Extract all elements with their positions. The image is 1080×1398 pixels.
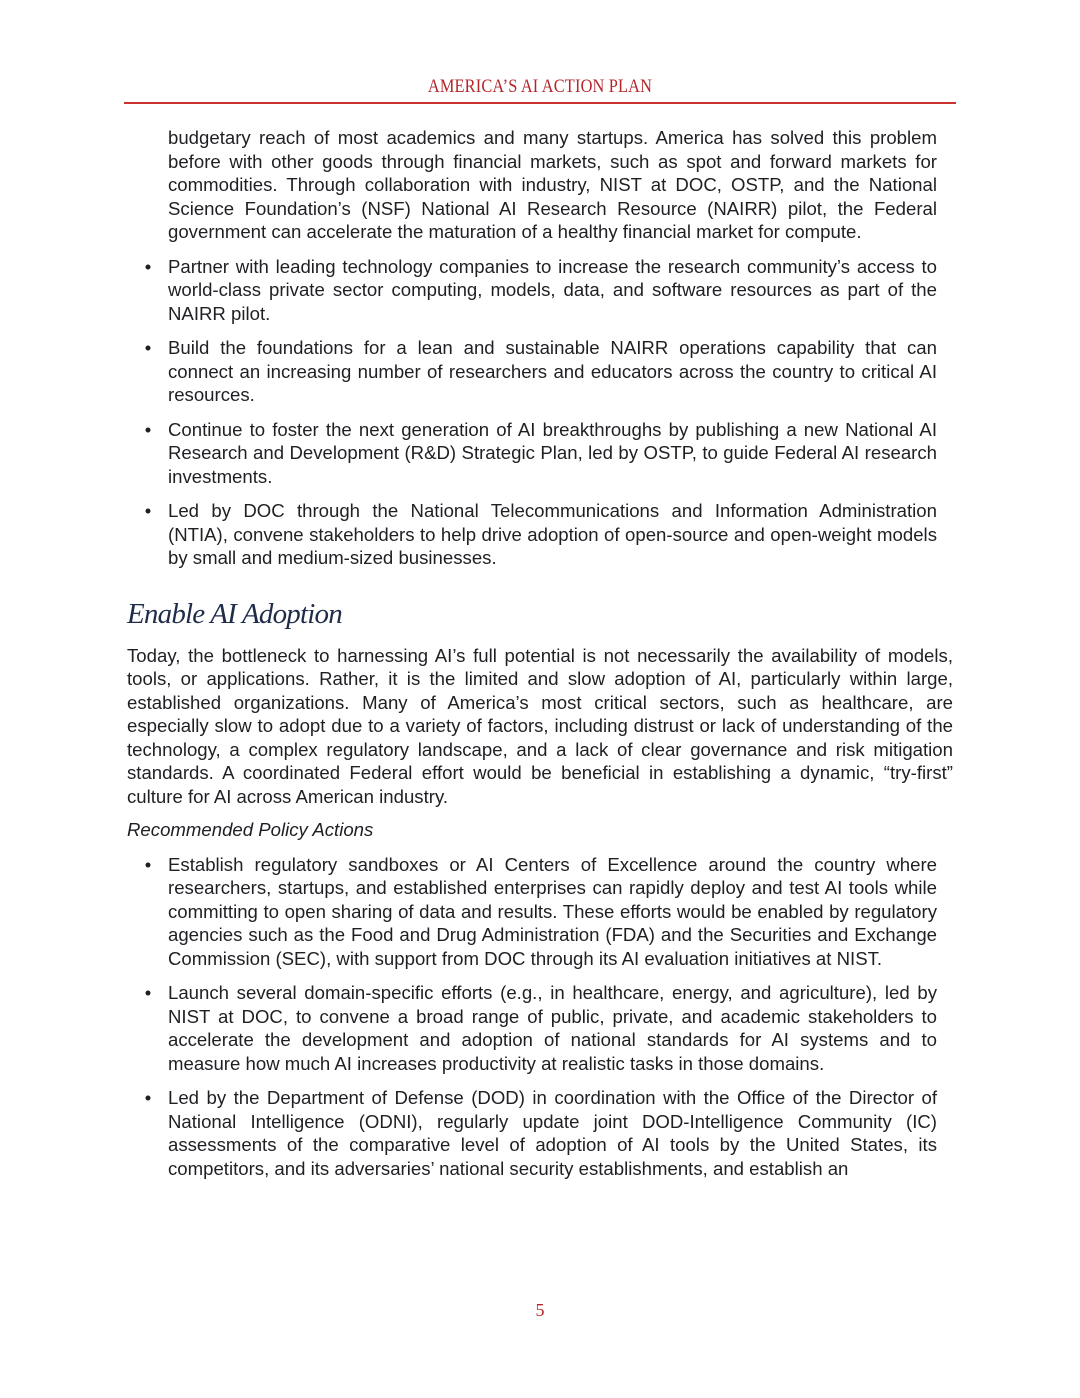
- section-body-paragraph: Today, the bottleneck to harnessing AI’s full potential is not necessarily the availability of models, tools, or applications. Rather, it is the limited and slow adoption of AI, particularly within large, established organizations. Many of America’s most critical sectors, such as healthcare, are especially slow to adopt due to a variety of factors, including distrust or lack of understanding of the technology, a complex regulatory landscape, and a lack of clear governance and risk mitigation standards. A coordinated Federal effort would be beneficial in establishing a dynamic, “try-first” culture for AI across American industry.: [127, 644, 953, 807]
- list-item: [144, 418, 937, 489]
- running-header-title: AMERICA’S AI ACTION PLAN: [427, 76, 653, 97]
- continued-paragraph: budgetary reach of most academics and many startups. America has solved this problem before with other goods through financial markets, such as spot and forward markets for commodities. Through collaboration with industry, NIST at DOC, OSTP, and the National Science Foundation’s (NSF) National AI Research Resource (NAIRR) pilot, the Federal government can accelerate the maturation of a healthy financial market for compute.: [168, 127, 937, 242]
- bullet-icon: •: [144, 418, 152, 440]
- top-bullet-list: [127, 255, 953, 570]
- policy-actions-subheading: Recommended Policy Actions: [127, 819, 374, 840]
- list-item-text: Led by DOC through the National Telecommunications and Information Administration (NTIA), convene stakeholders to help drive adoption of open-source and open-weight models by small and medium-sized businesses.: [168, 500, 937, 568]
- list-item: [144, 336, 937, 407]
- list-item: [144, 1086, 937, 1180]
- section-heading: Enable AI Adoption: [127, 597, 342, 630]
- list-item-text: Establish regulatory sandboxes or AI Centers of Excellence around the country where researchers, startups, and established enterprises can rapidly deploy and test AI tools while committing to open sharing of data and results. These efforts would be enabled by regulatory agencies such as the Food and Drug Administration (FDA) and the Securities and Exchange Commission (SEC), with support from DOC through its AI evaluation initiatives at NIST.: [168, 853, 937, 969]
- policy-actions-list: [127, 853, 953, 1181]
- list-item: [144, 499, 937, 570]
- bullet-icon: •: [144, 853, 152, 875]
- list-item-text: Led by the Department of Defense (DOD) in coordination with the Office of the Director of National Intelligence (ODNI), regularly update joint DOD-Intelligence Community (IC) assessments of the comparative level of adoption of AI tools by the United States, its competitors, and its adversaries’ national security establishments, and establish an: [168, 1087, 937, 1179]
- page-content: [127, 126, 953, 1180]
- list-item-text: Launch several domain-specific efforts (e.g., in healthcare, energy, and agriculture), led by NIST at DOC, to convene a broad range of public, private, and academic stakeholders to accelerate the development and adoption of national standards for AI systems and to measure how much AI increases productivity at realistic tasks in those domains.: [168, 982, 937, 1074]
- page-number: 5: [535, 1300, 545, 1320]
- list-item-text: Build the foundations for a lean and sustainable NAIRR operations capability that can connect an increasing number of researchers and educators across the country to critical AI resources.: [168, 337, 937, 405]
- list-item-text: Continue to foster the next generation of AI breakthroughs by publishing a new National AI Research and Development (R&D) Strategic Plan, led by OSTP, to guide Federal AI research investments.: [168, 418, 937, 487]
- list-item: [144, 255, 937, 326]
- bullet-icon: •: [144, 982, 152, 1003]
- header-divider: [124, 102, 956, 104]
- list-item: [144, 981, 937, 1075]
- bullet-icon: •: [144, 500, 152, 521]
- bullet-icon: •: [144, 337, 152, 358]
- bullet-icon: •: [144, 255, 152, 277]
- bullet-icon: •: [144, 1087, 152, 1108]
- list-item-text: Partner with leading technology companies to increase the research community’s access to world-class private sector computing, models, data, and software resources as part of the NAIRR pilot.: [168, 255, 937, 324]
- list-item: [144, 853, 937, 971]
